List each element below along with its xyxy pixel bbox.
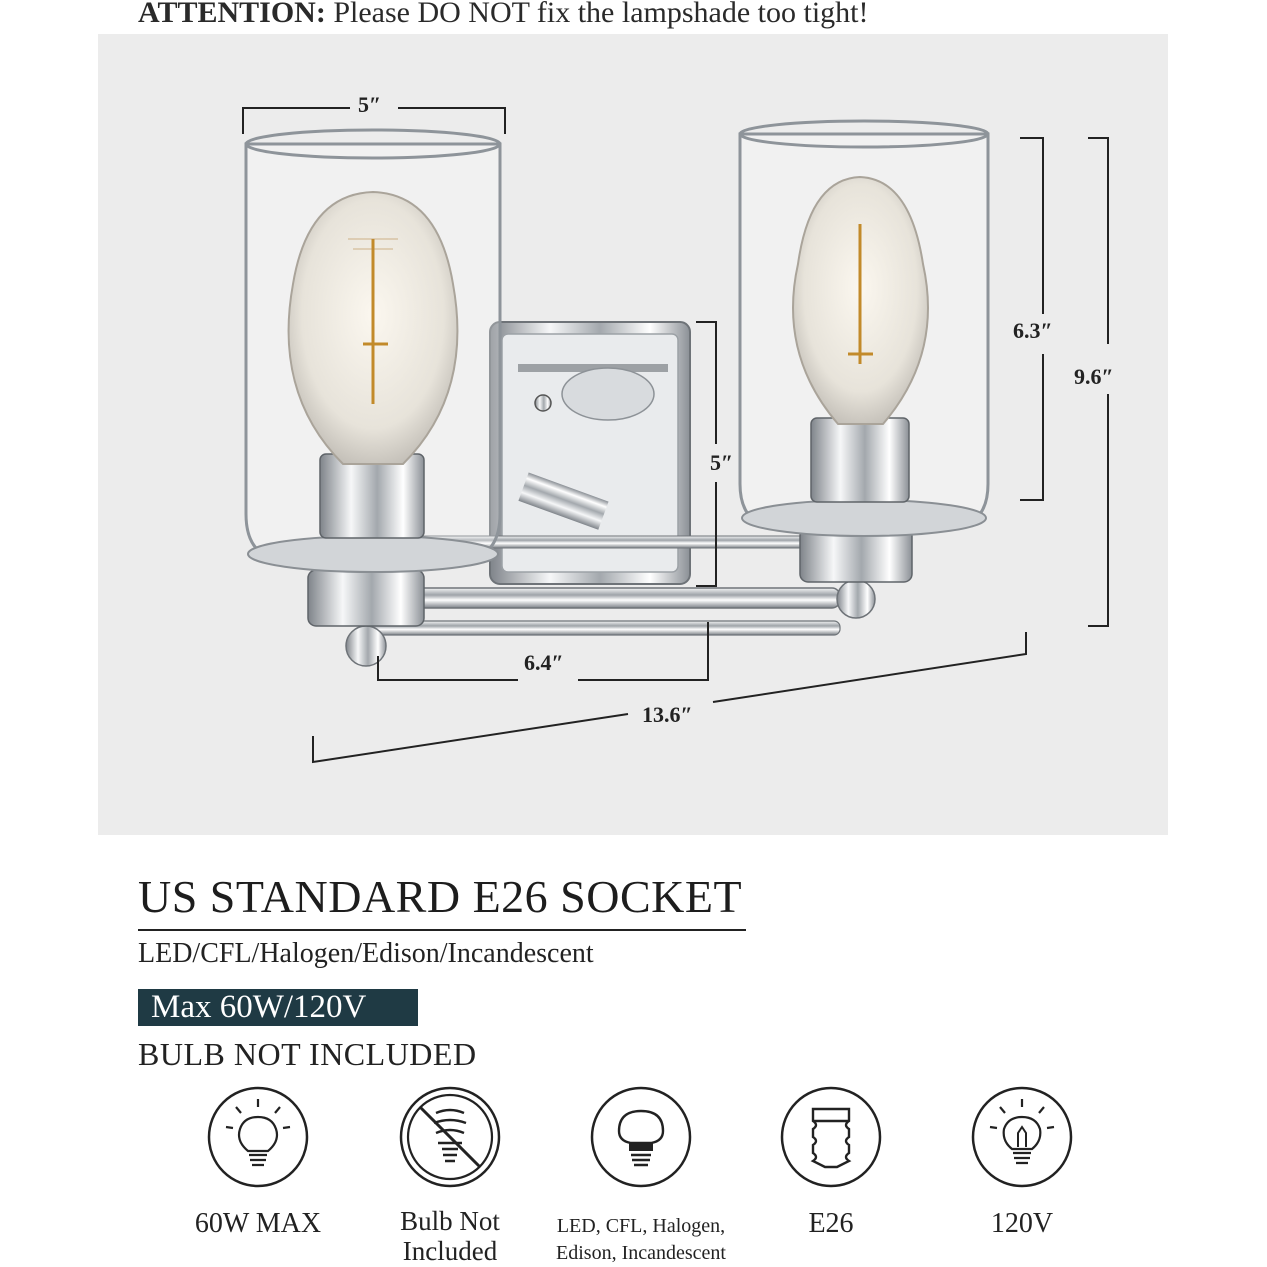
attention-label: ATTENTION:: [138, 0, 326, 29]
feature-label-line2: Included: [402, 1235, 498, 1266]
bulb-not-included-note: BULB NOT INCLUDED: [138, 1036, 477, 1072]
bulb-rays-icon: [206, 1085, 310, 1189]
right-lamp: [740, 121, 988, 582]
product-dimension-panel: [98, 34, 1168, 835]
dimension-total-height: 9.6″: [1074, 364, 1114, 389]
dimension-total-width: 13.6″: [642, 702, 693, 727]
attention-notice: [138, 0, 869, 30]
feature-label-e26: E26: [808, 1208, 854, 1239]
feature-label-bulb-types: [541, 1213, 741, 1267]
attention-text: Please DO NOT fix the lampshade too tight!: [333, 0, 869, 29]
vanity-light-illustration: [98, 34, 1168, 835]
title-divider: [138, 929, 746, 931]
no-bulb-icon: [398, 1085, 502, 1189]
feature-label-60w: 60W MAX: [194, 1208, 322, 1239]
left-lamp: [246, 130, 500, 626]
dimension-shade-height: 6.3″: [1013, 318, 1053, 343]
dimension-shade-width: 5″: [358, 92, 382, 117]
feature-label-line1: LED, CFL, Halogen,: [556, 1215, 726, 1237]
led-bulb-icon: [589, 1085, 693, 1189]
feature-label-line1: Bulb Not: [400, 1206, 500, 1236]
feature-label-bulb-not-included: [350, 1207, 550, 1266]
dimension-backplate-height: 5″: [710, 450, 734, 475]
feature-label-line2: Edison, Incandescent: [556, 1242, 726, 1264]
e26-socket-icon: [779, 1085, 883, 1189]
socket-title: US STANDARD E26 SOCKET: [138, 871, 743, 922]
max-rating-badge: Max 60W/120V: [138, 989, 418, 1026]
feature-label-120v: 120V: [990, 1208, 1054, 1239]
voltage-bulb-icon: [970, 1085, 1074, 1189]
compatible-bulb-types: LED/CFL/Halogen/Edison/Incandescent: [138, 938, 594, 969]
dimension-backplate-width: 6.4″: [524, 650, 564, 675]
